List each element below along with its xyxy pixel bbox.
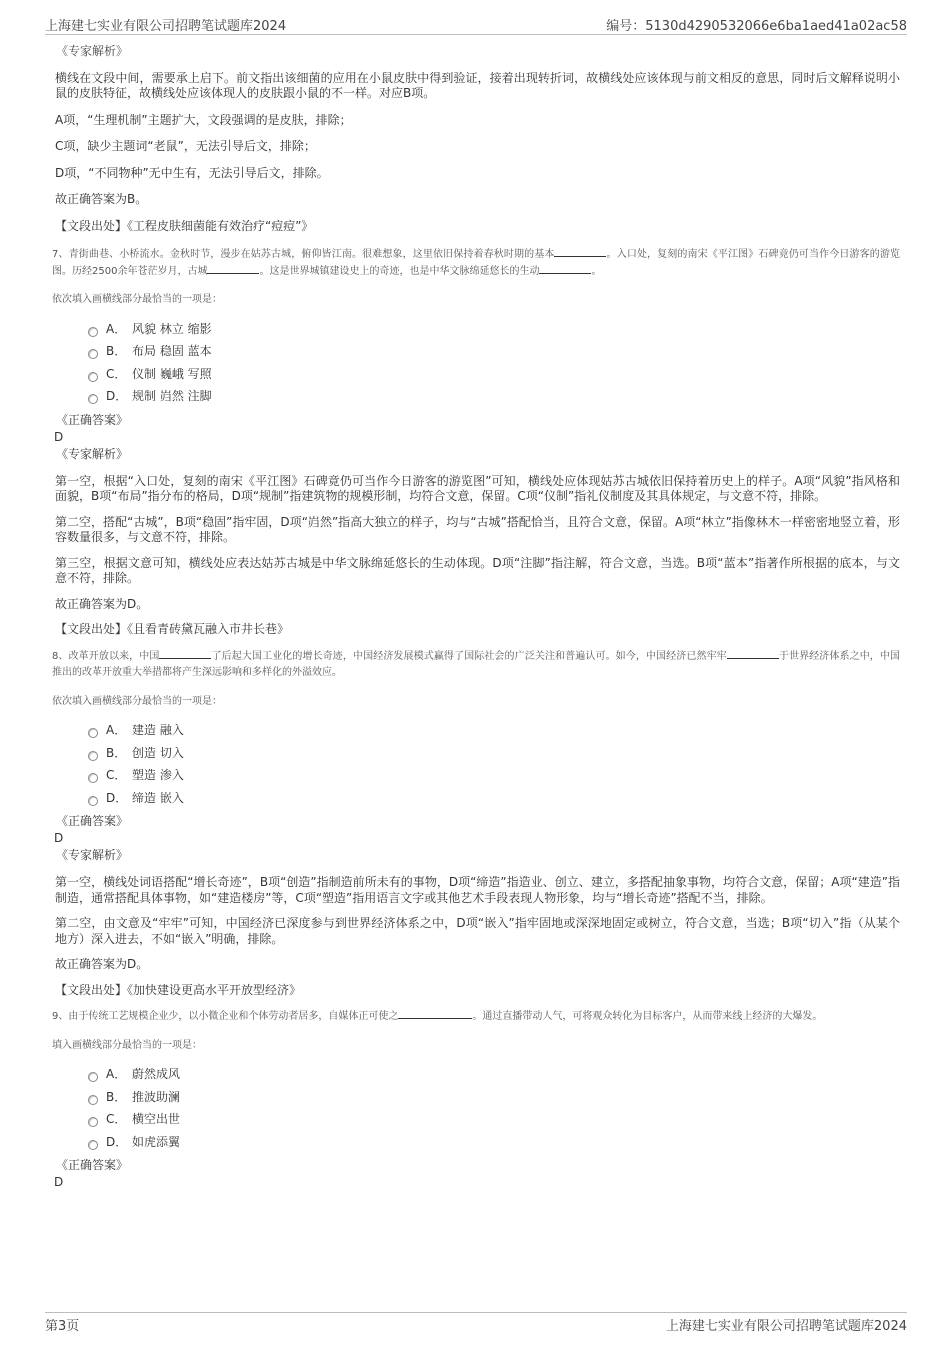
q7-option-a[interactable]: A． 风貌 林立 缩影: [88, 318, 900, 341]
q7-analysis-1: 第一空，根据“入口处，复刻的南宋《平江图》石碑竟仍可当作今日游客的游览图”可知，横线处应体现姑苏古城依旧保持着历史上的样子。A项“风貌”指风格和面貌，B项“布局”指分布的格局，D项“规制”指建筑物的规模形制，均符合文意，保留。C项“仪制”指礼仪制度及其具体规定，与文意不符，排除。: [55, 473, 900, 503]
q7-option-d[interactable]: D． 规制 岿然 注脚: [88, 385, 900, 408]
q7-conclusion: 故正确答案为D。: [55, 596, 149, 611]
radio-icon[interactable]: [88, 327, 98, 337]
q9-option-b[interactable]: B． 推波助澜: [88, 1086, 900, 1109]
radio-icon[interactable]: [88, 394, 98, 404]
header-title: 上海建七实业有限公司招聘笔试题库2024: [45, 19, 287, 34]
q7-options: [52, 318, 900, 408]
q7-analysis-3: 第三空，根据文意可知，横线处应表达姑苏古城是中华文脉绵延悠长的生动体现。D项“注脚”指注解，符合文意，当选。B项“蓝本”指著作所根据的底本，与文意不符，排除。: [55, 555, 900, 585]
q8-option-d[interactable]: D． 缔造 嵌入: [88, 787, 900, 810]
q8-blank-2: [727, 649, 779, 659]
q9-option-a[interactable]: A． 蔚然成风: [88, 1063, 900, 1086]
footer-title: 上海建七实业有限公司招聘笔试题库2024: [665, 1319, 907, 1334]
radio-icon[interactable]: [88, 728, 98, 738]
q9-option-c[interactable]: C． 横空出世: [88, 1108, 900, 1131]
radio-icon[interactable]: [88, 1095, 98, 1105]
q6-option-c-note: C项，缺少主题词“老鼠”，无法引导后文，排除；: [55, 139, 316, 153]
page-content: [52, 44, 900, 1189]
q9-answer-value: D: [54, 1175, 64, 1189]
q7-expert-label: 《专家解析》: [56, 446, 129, 461]
radio-icon[interactable]: [88, 372, 98, 382]
expert-label: 《专家解析》: [56, 44, 129, 58]
header-code: 编号：5130d4290532066e6ba1aed41a02ac58: [606, 19, 907, 34]
q7-blank-1: [554, 247, 606, 257]
q6-conclusion: 故正确答案为B。: [55, 192, 148, 206]
q7-answer-label: 《正确答案》: [56, 412, 129, 427]
q8-source: 【文段出处】《加快建设更高水平开放型经济》: [55, 982, 302, 997]
page-header: [45, 14, 907, 35]
q8-answer-label: 《正确答案》: [56, 814, 129, 828]
radio-icon[interactable]: [88, 1072, 98, 1082]
q6-analysis: 横线在文段中间，需要承上启下。前文指出该细菌的应用在小鼠皮肤中得到验证，接着出现转折词，故横线处应该体现与前文相反的意思，同时后文解释说明小鼠的皮肤特征，故横线处应该体现人的皮肤跟小鼠的不一样。对应B项。: [55, 70, 900, 100]
q8-option-b[interactable]: B． 创造 切入: [88, 742, 900, 765]
q8-options: [52, 719, 900, 809]
q7-question: 7、青街曲巷、小桥流水。金秋时节，漫步在姑苏古城，俯仰皆江南。很难想象，这里依旧保持着春秋时期的基本 。入口处，复刻的南宋《平江图》石碑竟仍可当作今日游客的游览图。历经2500余年苍茫岁月，古城 。这是世界城镇建设史上的奇迹，也是中华文脉绵延悠长的生动 。: [52, 249, 900, 277]
q7-option-b[interactable]: B． 布局 稳固 蓝本: [88, 340, 900, 363]
radio-icon[interactable]: [88, 751, 98, 761]
radio-icon[interactable]: [88, 1117, 98, 1127]
q7-analysis-2: 第二空，搭配“古城”，B项“稳固”指牢固，D项“岿然”指高大独立的样子，均与“古城”搭配恰当，且符合文意，保留。A项“林立”指像林木一样密密地竖立着，形容数量很多，与文意不符，排除。: [55, 514, 900, 544]
q9-options: [52, 1063, 900, 1153]
q9-option-d[interactable]: D． 如虎添翼: [88, 1131, 900, 1154]
q8-analysis-2: 第二空，由文意及“牢牢”可知，中国经济已深度参与到世界经济体系之中，D项“嵌入”指牢固地或深深地固定或树立，符合文意，当选；B项“切入”指（从某个地方）深入进去，不如“嵌入”明确，排除。: [55, 916, 900, 946]
radio-icon[interactable]: [88, 1140, 98, 1150]
footer-page-number: 第3页: [45, 1319, 80, 1334]
q7-blank-2: [207, 264, 259, 274]
q7-source: 【文段出处】《且看青砖黛瓦融入市井长巷》: [55, 622, 290, 636]
q7-prompt: 依次填入画横线部分最恰当的一项是：: [52, 294, 222, 305]
q9-answer-label: 《正确答案》: [56, 1158, 129, 1172]
q8-option-c[interactable]: C． 塑造 渗入: [88, 764, 900, 787]
q6-option-a-note: A项，“生理机制”主题扩大，文段强调的是皮肤，排除；: [55, 112, 352, 127]
radio-icon[interactable]: [88, 796, 98, 806]
q9-question: 9、由于传统工艺规模企业少，以小微企业和个体劳动者居多，自媒体正可使之 。通过直播带动人气，可将观众转化为目标客户，从而带来线上经济的大爆发。: [52, 1011, 823, 1022]
q8-answer-value: D: [54, 831, 64, 845]
q8-blank-1: [159, 649, 211, 659]
q9-blank-1: [398, 1009, 472, 1019]
q8-question: 8、改革开放以来，中国 了后起大国工业化的增长奇迹，中国经济发展模式赢得了国际社会的广泛关注和普遍认可。如今，中国经济已然牢牢 于世界经济体系之中，中国推出的改革开放重大举措都将产生深远影响和多样化的外溢效应。: [52, 650, 901, 678]
radio-icon[interactable]: [88, 773, 98, 783]
q8-prompt: 依次填入画横线部分最恰当的一项是：: [52, 695, 222, 707]
q6-source: 【文段出处】《工程皮肤细菌能有效治疗“痘痘”》: [55, 218, 314, 233]
q7-option-c[interactable]: C． 仪制 巍峨 写照: [88, 363, 900, 386]
radio-icon[interactable]: [88, 349, 98, 359]
q8-expert-label: 《专家解析》: [56, 848, 129, 862]
q6-option-d-note: D项，“不同物种”无中生有，无法引导后文，排除。: [55, 165, 329, 180]
q9-prompt: 填入画横线部分最恰当的一项是：: [52, 1039, 202, 1051]
q7-answer-value: D: [54, 429, 64, 444]
page-footer: [45, 1312, 907, 1335]
q8-analysis-1: 第一空，横线处词语搭配“增长奇迹”，B项“创造”指制造前所未有的事物，D项“缔造”指造业、创立、建立，多搭配抽象事物，均符合文意，保留；A项“建造”指制造，通常搭配具体事物，如“建造楼房”等，C项“塑造”指用语言文字或其他艺术手段表现人物形象，均与“增长奇迹”搭配不当，排除。: [55, 875, 900, 905]
q8-option-a[interactable]: A． 建造 融入: [88, 719, 900, 742]
q7-blank-3: [539, 264, 591, 274]
q8-conclusion: 故正确答案为D。: [55, 957, 149, 971]
